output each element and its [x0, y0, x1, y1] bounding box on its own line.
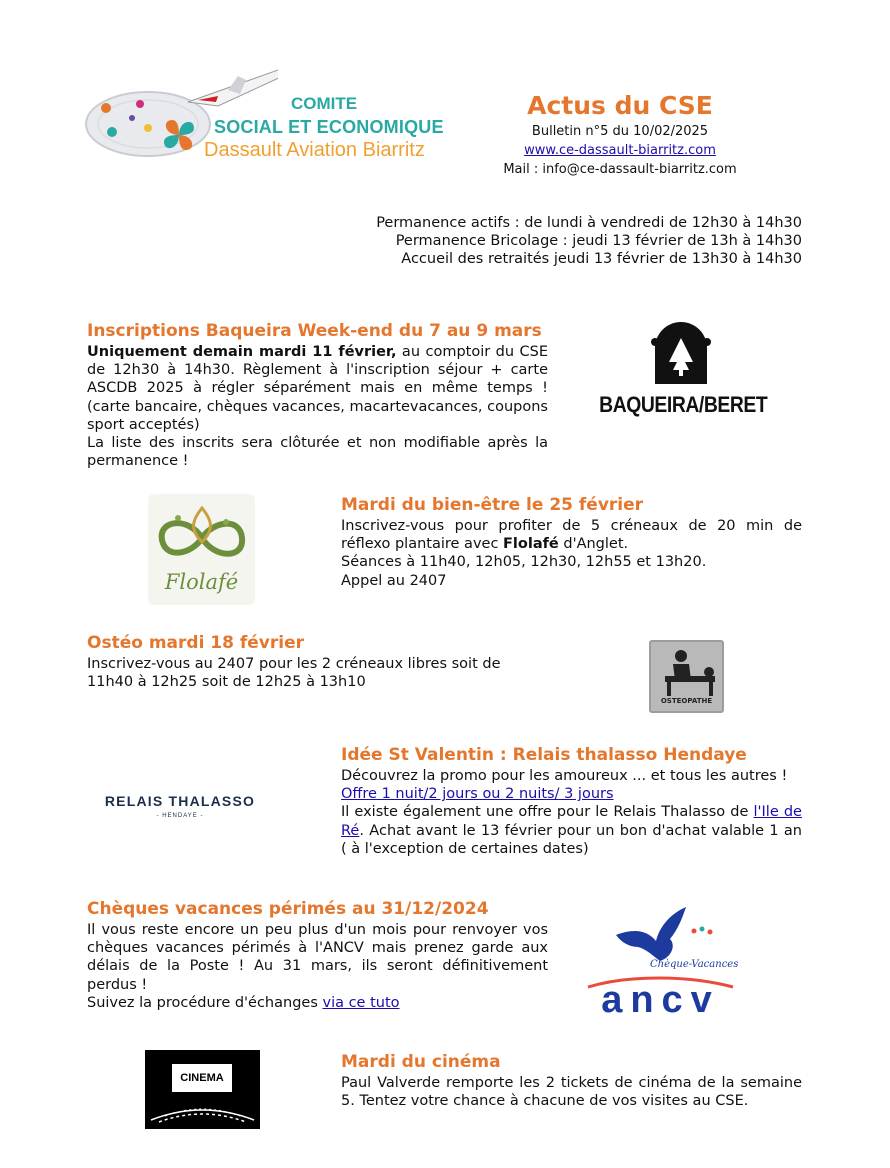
cheques-title: Chèques vacances périmés au 31/12/2024	[87, 899, 489, 919]
cse-logo	[78, 66, 458, 166]
bienetre-text1c: d'Anglet.	[558, 536, 629, 553]
bird-icon	[612, 905, 722, 965]
cheques-text1: Il vous reste encore un peu plus d'un mois pour renvoyer vos chèques vacances périmés à l'ANCV mais prenez garde aux délais de la Poste ! Au 31 mars, ils seront définitivement perdus !	[87, 922, 548, 993]
valentin-offer-link	[341, 785, 802, 803]
cinema-sign	[172, 1064, 232, 1092]
hours-actifs: Permanence actifs : de lundi à vendredi de 12h30 à 14h30	[376, 215, 802, 231]
cinema-logo	[145, 1050, 260, 1129]
cse-logo-line3: Dassault Aviation Biarritz	[204, 139, 425, 161]
bienetre-sessions: Séances à 11h40, 12h05, 12h30, 12h55 et 13h20.	[341, 554, 707, 571]
osteopathe-icon	[649, 640, 724, 713]
baqueira-logo-text: BAQUEIRA/BERET	[599, 392, 768, 417]
valentin-title: Idée St Valentin : Relais thalasso Hendaye	[341, 745, 747, 765]
valentin-text	[341, 767, 802, 858]
baqueira-paragraph	[87, 343, 548, 434]
cinema-text: Paul Valverde remporte les 2 tickets de cinéma de la semaine 5. Tentez votre chance à chacune de vos visites au CSE.	[341, 1075, 802, 1110]
baqueira-text2: La liste des inscrits sera clôturée et non modifiable après la permanence !	[87, 435, 548, 470]
hours-retraites: Accueil des retraités jeudi 13 février de 13h30 à 14h30	[401, 251, 802, 268]
hours-bricolage: Permanence Bricolage : jeudi 13 février de 13h à 14h30	[395, 233, 802, 250]
tuto-link[interactable]: via ce tuto	[322, 994, 400, 1011]
flolafe-logo-text: Flolafé	[164, 570, 239, 594]
hours-block	[376, 214, 802, 269]
cse-logo-line1: COMITE	[291, 94, 358, 113]
infinity-heart-icon	[148, 498, 255, 578]
bienetre-text1a: Inscrivez-vous pour profiter de 5 créneaux de 20 min de réflexo plantaire avec	[341, 518, 802, 553]
baqueira-title: Inscriptions Baqueira Week-end du 7 au 9 mars	[87, 321, 542, 341]
cse-logo-line2: SOCIAL ET ECONOMIQUE	[214, 117, 444, 137]
cinema-logo-text: CINEMA	[180, 1072, 224, 1084]
cinema-title: Mardi du cinéma	[341, 1052, 501, 1072]
valentin-text1: Découvrez la promo pour les amoureux ... et tous les autres !	[341, 768, 788, 784]
cheques-text2: Suivez la procédure d'échanges	[87, 994, 323, 1011]
header-block	[470, 90, 770, 179]
cinema-seats-icon	[145, 1096, 260, 1126]
baqueira-text	[87, 343, 548, 470]
valentin-text2b: . Achat avant le 13 février pour un bon d'achat valable 1 an ( à l'exception de certaines dates)	[341, 822, 802, 857]
basque-cross-icon	[154, 110, 204, 160]
valentin-text2a: Il existe également une offre pour le Relais Thalasso de	[341, 804, 754, 821]
cheques-text	[87, 921, 548, 1012]
baqueira-logo	[588, 322, 774, 422]
ancv-logo	[578, 905, 743, 1023]
flolafe-logo	[148, 494, 255, 605]
valentin-paragraph2	[341, 803, 802, 858]
baqueira-emblem-icon	[649, 322, 713, 386]
baqueira-bold: Uniquement demain mardi 11 février,	[87, 344, 397, 360]
bienetre-paragraph1	[341, 517, 802, 553]
osteo-title: Ostéo mardi 18 février	[87, 633, 305, 653]
relais-thalasso-logo	[100, 793, 260, 819]
relais-thalasso-logo-line1: RELAIS THALASSO	[104, 793, 256, 809]
bienetre-text	[341, 517, 802, 590]
baqueira-text1: au comptoir du CSE de 12h30 à 14h30. Règlement à l'inscription séjour + carte ASCDB 2025 à régler séparément mais en même temps ! (carte bancaire, chèques vacances, macartevacances, coupons sport acceptés)	[87, 344, 548, 433]
bienetre-text1b: Flolafé	[503, 536, 559, 553]
relais-thalasso-logo-line2: - HENDAYE -	[156, 813, 204, 819]
ancv-script-text: Chèque-Vacances	[650, 959, 739, 970]
ile-de-re-link[interactable]: l'Ile de Ré	[341, 804, 802, 839]
ancv-logo-text: ancv	[601, 979, 720, 1021]
osteo-text: Inscrivez-vous au 2407 pour les 2 créneaux libres soit de 11h40 à 12h25 soit de 12h25 à 13h10	[87, 656, 501, 691]
mail-address: Mail : info@ce-dassault-biarritz.com	[503, 162, 737, 177]
bienetre-title: Mardi du bien-être le 25 février	[341, 495, 644, 515]
bulletin-number: Bulletin n°5 du 10/02/2025	[531, 124, 709, 139]
osteopathe-label: OSTEOPATHE	[660, 697, 713, 705]
cheques-paragraph2	[87, 994, 548, 1012]
valentin-link1[interactable]: Offre 1 nuit/2 jours ou 2 nuits/ 3 jours	[341, 786, 614, 803]
website-link[interactable]: www.ce-dassault-biarritz.com	[524, 143, 716, 158]
bienetre-phone: Appel au 2407	[341, 572, 447, 589]
page-title: Actus du CSE	[527, 91, 713, 120]
